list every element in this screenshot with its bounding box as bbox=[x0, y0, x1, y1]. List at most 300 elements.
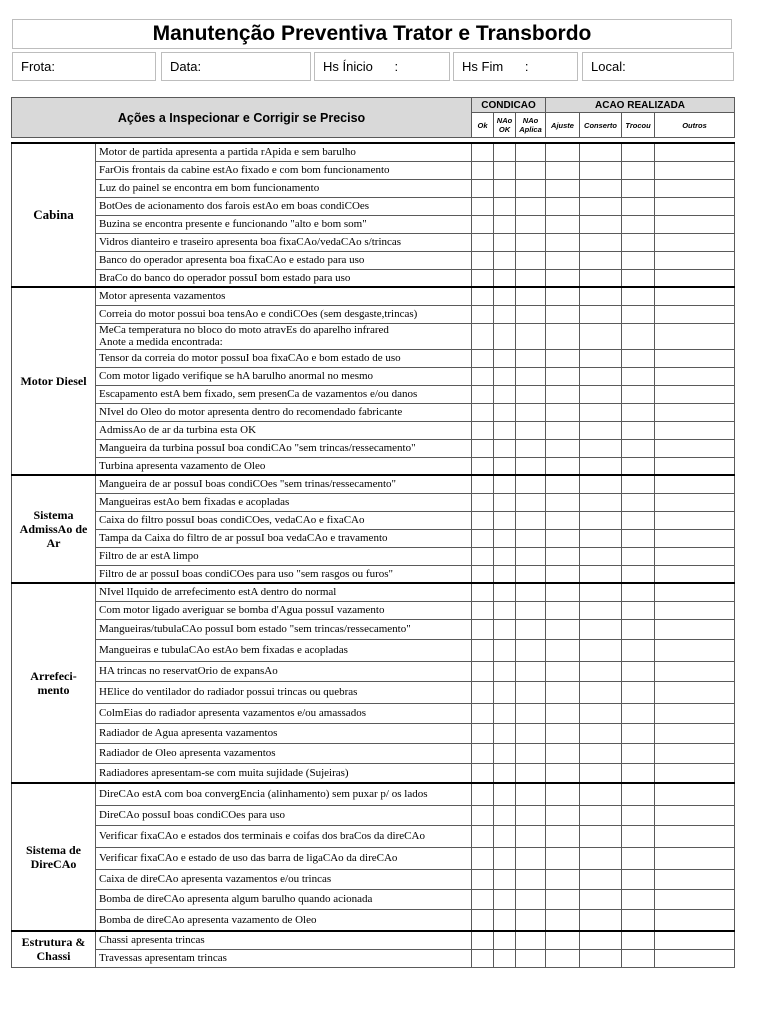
nao-ok-check-cell[interactable] bbox=[494, 931, 516, 949]
ajuste-check-cell[interactable] bbox=[546, 349, 580, 367]
ajuste-check-cell[interactable] bbox=[546, 723, 580, 743]
nao-aplica-check-cell[interactable] bbox=[516, 547, 546, 565]
ajuste-check-cell[interactable] bbox=[546, 367, 580, 385]
trocou-check-cell[interactable] bbox=[622, 619, 655, 639]
nao-aplica-check-cell[interactable] bbox=[516, 367, 546, 385]
nao-ok-check-cell[interactable] bbox=[494, 763, 516, 783]
outros-check-cell[interactable] bbox=[655, 305, 735, 323]
ajuste-check-cell[interactable] bbox=[546, 565, 580, 583]
ok-check-cell[interactable] bbox=[472, 305, 494, 323]
nao-aplica-check-cell[interactable] bbox=[516, 661, 546, 681]
outros-check-cell[interactable] bbox=[655, 439, 735, 457]
ajuste-check-cell[interactable] bbox=[546, 233, 580, 251]
ajuste-check-cell[interactable] bbox=[546, 287, 580, 305]
ok-check-cell[interactable] bbox=[472, 661, 494, 681]
conserto-check-cell[interactable] bbox=[580, 457, 622, 475]
nao-aplica-check-cell[interactable] bbox=[516, 287, 546, 305]
outros-check-cell[interactable] bbox=[655, 743, 735, 763]
ok-check-cell[interactable] bbox=[472, 723, 494, 743]
ajuste-check-cell[interactable] bbox=[546, 547, 580, 565]
nao-ok-check-cell[interactable] bbox=[494, 661, 516, 681]
trocou-check-cell[interactable] bbox=[622, 421, 655, 439]
trocou-check-cell[interactable] bbox=[622, 511, 655, 529]
nao-ok-check-cell[interactable] bbox=[494, 305, 516, 323]
trocou-check-cell[interactable] bbox=[622, 251, 655, 269]
trocou-check-cell[interactable] bbox=[622, 869, 655, 889]
conserto-check-cell[interactable] bbox=[580, 783, 622, 805]
nao-ok-check-cell[interactable] bbox=[494, 743, 516, 763]
nao-aplica-check-cell[interactable] bbox=[516, 269, 546, 287]
ok-check-cell[interactable] bbox=[472, 825, 494, 847]
conserto-check-cell[interactable] bbox=[580, 215, 622, 233]
ajuste-check-cell[interactable] bbox=[546, 601, 580, 619]
trocou-check-cell[interactable] bbox=[622, 233, 655, 251]
ok-check-cell[interactable] bbox=[472, 619, 494, 639]
nao-aplica-check-cell[interactable] bbox=[516, 723, 546, 743]
nao-aplica-check-cell[interactable] bbox=[516, 931, 546, 949]
nao-aplica-check-cell[interactable] bbox=[516, 909, 546, 931]
nao-aplica-check-cell[interactable] bbox=[516, 233, 546, 251]
ajuste-check-cell[interactable] bbox=[546, 703, 580, 723]
outros-check-cell[interactable] bbox=[655, 681, 735, 703]
conserto-check-cell[interactable] bbox=[580, 847, 622, 869]
ok-check-cell[interactable] bbox=[472, 805, 494, 825]
nao-aplica-check-cell[interactable] bbox=[516, 439, 546, 457]
nao-aplica-check-cell[interactable] bbox=[516, 703, 546, 723]
nao-ok-check-cell[interactable] bbox=[494, 143, 516, 161]
conserto-check-cell[interactable] bbox=[580, 161, 622, 179]
trocou-check-cell[interactable] bbox=[622, 931, 655, 949]
trocou-check-cell[interactable] bbox=[622, 743, 655, 763]
nao-aplica-check-cell[interactable] bbox=[516, 619, 546, 639]
nao-aplica-check-cell[interactable] bbox=[516, 565, 546, 583]
outros-check-cell[interactable] bbox=[655, 869, 735, 889]
outros-check-cell[interactable] bbox=[655, 949, 735, 967]
ok-check-cell[interactable] bbox=[472, 547, 494, 565]
trocou-check-cell[interactable] bbox=[622, 601, 655, 619]
outros-check-cell[interactable] bbox=[655, 161, 735, 179]
nao-aplica-check-cell[interactable] bbox=[516, 511, 546, 529]
ajuste-check-cell[interactable] bbox=[546, 949, 580, 967]
trocou-check-cell[interactable] bbox=[622, 681, 655, 703]
nao-ok-check-cell[interactable] bbox=[494, 703, 516, 723]
ok-check-cell[interactable] bbox=[472, 385, 494, 403]
nao-aplica-check-cell[interactable] bbox=[516, 743, 546, 763]
nao-aplica-check-cell[interactable] bbox=[516, 583, 546, 601]
ok-check-cell[interactable] bbox=[472, 639, 494, 661]
nao-ok-check-cell[interactable] bbox=[494, 825, 516, 847]
ajuste-check-cell[interactable] bbox=[546, 529, 580, 547]
trocou-check-cell[interactable] bbox=[622, 179, 655, 197]
conserto-check-cell[interactable] bbox=[580, 197, 622, 215]
ok-check-cell[interactable] bbox=[472, 143, 494, 161]
nao-ok-check-cell[interactable] bbox=[494, 681, 516, 703]
outros-check-cell[interactable] bbox=[655, 639, 735, 661]
conserto-check-cell[interactable] bbox=[580, 493, 622, 511]
ajuste-check-cell[interactable] bbox=[546, 475, 580, 493]
conserto-check-cell[interactable] bbox=[580, 681, 622, 703]
trocou-check-cell[interactable] bbox=[622, 909, 655, 931]
outros-check-cell[interactable] bbox=[655, 723, 735, 743]
nao-ok-check-cell[interactable] bbox=[494, 403, 516, 421]
ok-check-cell[interactable] bbox=[472, 457, 494, 475]
ajuste-check-cell[interactable] bbox=[546, 197, 580, 215]
ok-check-cell[interactable] bbox=[472, 269, 494, 287]
trocou-check-cell[interactable] bbox=[622, 825, 655, 847]
trocou-check-cell[interactable] bbox=[622, 583, 655, 601]
outros-check-cell[interactable] bbox=[655, 179, 735, 197]
outros-check-cell[interactable] bbox=[655, 931, 735, 949]
ok-check-cell[interactable] bbox=[472, 869, 494, 889]
nao-ok-check-cell[interactable] bbox=[494, 421, 516, 439]
nao-ok-check-cell[interactable] bbox=[494, 349, 516, 367]
outros-check-cell[interactable] bbox=[655, 323, 735, 349]
trocou-check-cell[interactable] bbox=[622, 763, 655, 783]
nao-ok-check-cell[interactable] bbox=[494, 639, 516, 661]
nao-aplica-check-cell[interactable] bbox=[516, 305, 546, 323]
nao-aplica-check-cell[interactable] bbox=[516, 475, 546, 493]
nao-aplica-check-cell[interactable] bbox=[516, 385, 546, 403]
ajuste-check-cell[interactable] bbox=[546, 143, 580, 161]
ok-check-cell[interactable] bbox=[472, 161, 494, 179]
trocou-check-cell[interactable] bbox=[622, 661, 655, 681]
nao-ok-check-cell[interactable] bbox=[494, 511, 516, 529]
nao-aplica-check-cell[interactable] bbox=[516, 639, 546, 661]
hs-inicio-field[interactable]: Hs Ínicio : bbox=[314, 52, 450, 81]
conserto-check-cell[interactable] bbox=[580, 143, 622, 161]
conserto-check-cell[interactable] bbox=[580, 909, 622, 931]
ok-check-cell[interactable] bbox=[472, 179, 494, 197]
hs-fim-field[interactable]: Hs Fim : bbox=[453, 52, 578, 81]
ajuste-check-cell[interactable] bbox=[546, 639, 580, 661]
nao-ok-check-cell[interactable] bbox=[494, 783, 516, 805]
conserto-check-cell[interactable] bbox=[580, 949, 622, 967]
data-field[interactable]: Data: bbox=[161, 52, 311, 81]
outros-check-cell[interactable] bbox=[655, 583, 735, 601]
nao-aplica-check-cell[interactable] bbox=[516, 529, 546, 547]
trocou-check-cell[interactable] bbox=[622, 703, 655, 723]
trocou-check-cell[interactable] bbox=[622, 783, 655, 805]
nao-ok-check-cell[interactable] bbox=[494, 179, 516, 197]
conserto-check-cell[interactable] bbox=[580, 805, 622, 825]
outros-check-cell[interactable] bbox=[655, 619, 735, 639]
trocou-check-cell[interactable] bbox=[622, 287, 655, 305]
ok-check-cell[interactable] bbox=[472, 323, 494, 349]
nao-aplica-check-cell[interactable] bbox=[516, 421, 546, 439]
conserto-check-cell[interactable] bbox=[580, 233, 622, 251]
trocou-check-cell[interactable] bbox=[622, 639, 655, 661]
outros-check-cell[interactable] bbox=[655, 403, 735, 421]
conserto-check-cell[interactable] bbox=[580, 287, 622, 305]
nao-aplica-check-cell[interactable] bbox=[516, 783, 546, 805]
nao-ok-check-cell[interactable] bbox=[494, 529, 516, 547]
ajuste-check-cell[interactable] bbox=[546, 847, 580, 869]
conserto-check-cell[interactable] bbox=[580, 763, 622, 783]
ok-check-cell[interactable] bbox=[472, 847, 494, 869]
ajuste-check-cell[interactable] bbox=[546, 385, 580, 403]
nao-ok-check-cell[interactable] bbox=[494, 583, 516, 601]
trocou-check-cell[interactable] bbox=[622, 457, 655, 475]
conserto-check-cell[interactable] bbox=[580, 439, 622, 457]
ajuste-check-cell[interactable] bbox=[546, 305, 580, 323]
ok-check-cell[interactable] bbox=[472, 215, 494, 233]
nao-ok-check-cell[interactable] bbox=[494, 723, 516, 743]
nao-ok-check-cell[interactable] bbox=[494, 457, 516, 475]
trocou-check-cell[interactable] bbox=[622, 385, 655, 403]
nao-ok-check-cell[interactable] bbox=[494, 475, 516, 493]
ajuste-check-cell[interactable] bbox=[546, 511, 580, 529]
nao-aplica-check-cell[interactable] bbox=[516, 349, 546, 367]
outros-check-cell[interactable] bbox=[655, 511, 735, 529]
ajuste-check-cell[interactable] bbox=[546, 323, 580, 349]
ajuste-check-cell[interactable] bbox=[546, 743, 580, 763]
nao-ok-check-cell[interactable] bbox=[494, 949, 516, 967]
ajuste-check-cell[interactable] bbox=[546, 583, 580, 601]
conserto-check-cell[interactable] bbox=[580, 323, 622, 349]
conserto-check-cell[interactable] bbox=[580, 475, 622, 493]
nao-aplica-check-cell[interactable] bbox=[516, 869, 546, 889]
ajuste-check-cell[interactable] bbox=[546, 493, 580, 511]
conserto-check-cell[interactable] bbox=[580, 421, 622, 439]
nao-ok-check-cell[interactable] bbox=[494, 251, 516, 269]
nao-ok-check-cell[interactable] bbox=[494, 547, 516, 565]
nao-aplica-check-cell[interactable] bbox=[516, 457, 546, 475]
conserto-check-cell[interactable] bbox=[580, 601, 622, 619]
ok-check-cell[interactable] bbox=[472, 583, 494, 601]
outros-check-cell[interactable] bbox=[655, 367, 735, 385]
conserto-check-cell[interactable] bbox=[580, 869, 622, 889]
conserto-check-cell[interactable] bbox=[580, 743, 622, 763]
trocou-check-cell[interactable] bbox=[622, 197, 655, 215]
ok-check-cell[interactable] bbox=[472, 439, 494, 457]
trocou-check-cell[interactable] bbox=[622, 723, 655, 743]
trocou-check-cell[interactable] bbox=[622, 475, 655, 493]
outros-check-cell[interactable] bbox=[655, 825, 735, 847]
ok-check-cell[interactable] bbox=[472, 909, 494, 931]
trocou-check-cell[interactable] bbox=[622, 565, 655, 583]
ok-check-cell[interactable] bbox=[472, 931, 494, 949]
conserto-check-cell[interactable] bbox=[580, 889, 622, 909]
conserto-check-cell[interactable] bbox=[580, 619, 622, 639]
outros-check-cell[interactable] bbox=[655, 251, 735, 269]
ajuste-check-cell[interactable] bbox=[546, 661, 580, 681]
ok-check-cell[interactable] bbox=[472, 511, 494, 529]
ok-check-cell[interactable] bbox=[472, 349, 494, 367]
ok-check-cell[interactable] bbox=[472, 233, 494, 251]
ok-check-cell[interactable] bbox=[472, 529, 494, 547]
ok-check-cell[interactable] bbox=[472, 681, 494, 703]
trocou-check-cell[interactable] bbox=[622, 529, 655, 547]
outros-check-cell[interactable] bbox=[655, 421, 735, 439]
ok-check-cell[interactable] bbox=[472, 367, 494, 385]
nao-ok-check-cell[interactable] bbox=[494, 439, 516, 457]
ajuste-check-cell[interactable] bbox=[546, 179, 580, 197]
trocou-check-cell[interactable] bbox=[622, 215, 655, 233]
outros-check-cell[interactable] bbox=[655, 287, 735, 305]
nao-ok-check-cell[interactable] bbox=[494, 805, 516, 825]
conserto-check-cell[interactable] bbox=[580, 547, 622, 565]
ajuste-check-cell[interactable] bbox=[546, 805, 580, 825]
nao-ok-check-cell[interactable] bbox=[494, 889, 516, 909]
nao-aplica-check-cell[interactable] bbox=[516, 251, 546, 269]
nao-aplica-check-cell[interactable] bbox=[516, 847, 546, 869]
nao-ok-check-cell[interactable] bbox=[494, 565, 516, 583]
conserto-check-cell[interactable] bbox=[580, 367, 622, 385]
nao-aplica-check-cell[interactable] bbox=[516, 949, 546, 967]
nao-ok-check-cell[interactable] bbox=[494, 385, 516, 403]
ajuste-check-cell[interactable] bbox=[546, 619, 580, 639]
outros-check-cell[interactable] bbox=[655, 547, 735, 565]
ok-check-cell[interactable] bbox=[472, 703, 494, 723]
ajuste-check-cell[interactable] bbox=[546, 825, 580, 847]
nao-aplica-check-cell[interactable] bbox=[516, 215, 546, 233]
outros-check-cell[interactable] bbox=[655, 763, 735, 783]
conserto-check-cell[interactable] bbox=[580, 385, 622, 403]
outros-check-cell[interactable] bbox=[655, 889, 735, 909]
outros-check-cell[interactable] bbox=[655, 805, 735, 825]
nao-aplica-check-cell[interactable] bbox=[516, 805, 546, 825]
trocou-check-cell[interactable] bbox=[622, 493, 655, 511]
outros-check-cell[interactable] bbox=[655, 847, 735, 869]
outros-check-cell[interactable] bbox=[655, 385, 735, 403]
nao-aplica-check-cell[interactable] bbox=[516, 493, 546, 511]
nao-aplica-check-cell[interactable] bbox=[516, 403, 546, 421]
nao-ok-check-cell[interactable] bbox=[494, 161, 516, 179]
nao-aplica-check-cell[interactable] bbox=[516, 197, 546, 215]
conserto-check-cell[interactable] bbox=[580, 723, 622, 743]
ok-check-cell[interactable] bbox=[472, 949, 494, 967]
nao-ok-check-cell[interactable] bbox=[494, 197, 516, 215]
nao-ok-check-cell[interactable] bbox=[494, 619, 516, 639]
outros-check-cell[interactable] bbox=[655, 529, 735, 547]
trocou-check-cell[interactable] bbox=[622, 323, 655, 349]
ok-check-cell[interactable] bbox=[472, 421, 494, 439]
outros-check-cell[interactable] bbox=[655, 783, 735, 805]
outros-check-cell[interactable] bbox=[655, 909, 735, 931]
trocou-check-cell[interactable] bbox=[622, 847, 655, 869]
ajuste-check-cell[interactable] bbox=[546, 161, 580, 179]
trocou-check-cell[interactable] bbox=[622, 805, 655, 825]
ajuste-check-cell[interactable] bbox=[546, 439, 580, 457]
conserto-check-cell[interactable] bbox=[580, 661, 622, 681]
nao-aplica-check-cell[interactable] bbox=[516, 889, 546, 909]
ajuste-check-cell[interactable] bbox=[546, 251, 580, 269]
outros-check-cell[interactable] bbox=[655, 233, 735, 251]
ajuste-check-cell[interactable] bbox=[546, 869, 580, 889]
conserto-check-cell[interactable] bbox=[580, 403, 622, 421]
conserto-check-cell[interactable] bbox=[580, 529, 622, 547]
ajuste-check-cell[interactable] bbox=[546, 763, 580, 783]
nao-ok-check-cell[interactable] bbox=[494, 233, 516, 251]
nao-aplica-check-cell[interactable] bbox=[516, 825, 546, 847]
local-field[interactable]: Local: bbox=[582, 52, 734, 81]
nao-ok-check-cell[interactable] bbox=[494, 493, 516, 511]
conserto-check-cell[interactable] bbox=[580, 349, 622, 367]
conserto-check-cell[interactable] bbox=[580, 931, 622, 949]
frota-field[interactable]: Frota: bbox=[12, 52, 156, 81]
outros-check-cell[interactable] bbox=[655, 475, 735, 493]
nao-ok-check-cell[interactable] bbox=[494, 909, 516, 931]
ok-check-cell[interactable] bbox=[472, 197, 494, 215]
conserto-check-cell[interactable] bbox=[580, 251, 622, 269]
ajuste-check-cell[interactable] bbox=[546, 909, 580, 931]
nao-aplica-check-cell[interactable] bbox=[516, 601, 546, 619]
outros-check-cell[interactable] bbox=[655, 215, 735, 233]
trocou-check-cell[interactable] bbox=[622, 547, 655, 565]
ajuste-check-cell[interactable] bbox=[546, 403, 580, 421]
conserto-check-cell[interactable] bbox=[580, 511, 622, 529]
conserto-check-cell[interactable] bbox=[580, 639, 622, 661]
ok-check-cell[interactable] bbox=[472, 743, 494, 763]
ok-check-cell[interactable] bbox=[472, 403, 494, 421]
nao-ok-check-cell[interactable] bbox=[494, 847, 516, 869]
ok-check-cell[interactable] bbox=[472, 475, 494, 493]
trocou-check-cell[interactable] bbox=[622, 349, 655, 367]
nao-aplica-check-cell[interactable] bbox=[516, 681, 546, 703]
trocou-check-cell[interactable] bbox=[622, 403, 655, 421]
trocou-check-cell[interactable] bbox=[622, 143, 655, 161]
ajuste-check-cell[interactable] bbox=[546, 269, 580, 287]
outros-check-cell[interactable] bbox=[655, 457, 735, 475]
nao-aplica-check-cell[interactable] bbox=[516, 143, 546, 161]
nao-ok-check-cell[interactable] bbox=[494, 367, 516, 385]
outros-check-cell[interactable] bbox=[655, 601, 735, 619]
conserto-check-cell[interactable] bbox=[580, 583, 622, 601]
nao-ok-check-cell[interactable] bbox=[494, 269, 516, 287]
ajuste-check-cell[interactable] bbox=[546, 215, 580, 233]
ok-check-cell[interactable] bbox=[472, 287, 494, 305]
ajuste-check-cell[interactable] bbox=[546, 783, 580, 805]
trocou-check-cell[interactable] bbox=[622, 161, 655, 179]
ajuste-check-cell[interactable] bbox=[546, 931, 580, 949]
trocou-check-cell[interactable] bbox=[622, 949, 655, 967]
trocou-check-cell[interactable] bbox=[622, 367, 655, 385]
nao-ok-check-cell[interactable] bbox=[494, 601, 516, 619]
nao-aplica-check-cell[interactable] bbox=[516, 179, 546, 197]
trocou-check-cell[interactable] bbox=[622, 439, 655, 457]
outros-check-cell[interactable] bbox=[655, 565, 735, 583]
outros-check-cell[interactable] bbox=[655, 703, 735, 723]
conserto-check-cell[interactable] bbox=[580, 825, 622, 847]
outros-check-cell[interactable] bbox=[655, 269, 735, 287]
nao-aplica-check-cell[interactable] bbox=[516, 161, 546, 179]
ok-check-cell[interactable] bbox=[472, 601, 494, 619]
outros-check-cell[interactable] bbox=[655, 349, 735, 367]
ok-check-cell[interactable] bbox=[472, 251, 494, 269]
trocou-check-cell[interactable] bbox=[622, 889, 655, 909]
outros-check-cell[interactable] bbox=[655, 661, 735, 681]
ok-check-cell[interactable] bbox=[472, 783, 494, 805]
conserto-check-cell[interactable] bbox=[580, 703, 622, 723]
nao-aplica-check-cell[interactable] bbox=[516, 323, 546, 349]
ajuste-check-cell[interactable] bbox=[546, 681, 580, 703]
ajuste-check-cell[interactable] bbox=[546, 457, 580, 475]
conserto-check-cell[interactable] bbox=[580, 269, 622, 287]
outros-check-cell[interactable] bbox=[655, 197, 735, 215]
ok-check-cell[interactable] bbox=[472, 565, 494, 583]
ok-check-cell[interactable] bbox=[472, 763, 494, 783]
ok-check-cell[interactable] bbox=[472, 493, 494, 511]
ajuste-check-cell[interactable] bbox=[546, 889, 580, 909]
outros-check-cell[interactable] bbox=[655, 143, 735, 161]
nao-ok-check-cell[interactable] bbox=[494, 287, 516, 305]
trocou-check-cell[interactable] bbox=[622, 305, 655, 323]
nao-ok-check-cell[interactable] bbox=[494, 215, 516, 233]
ok-check-cell[interactable] bbox=[472, 889, 494, 909]
conserto-check-cell[interactable] bbox=[580, 565, 622, 583]
nao-ok-check-cell[interactable] bbox=[494, 323, 516, 349]
conserto-check-cell[interactable] bbox=[580, 305, 622, 323]
